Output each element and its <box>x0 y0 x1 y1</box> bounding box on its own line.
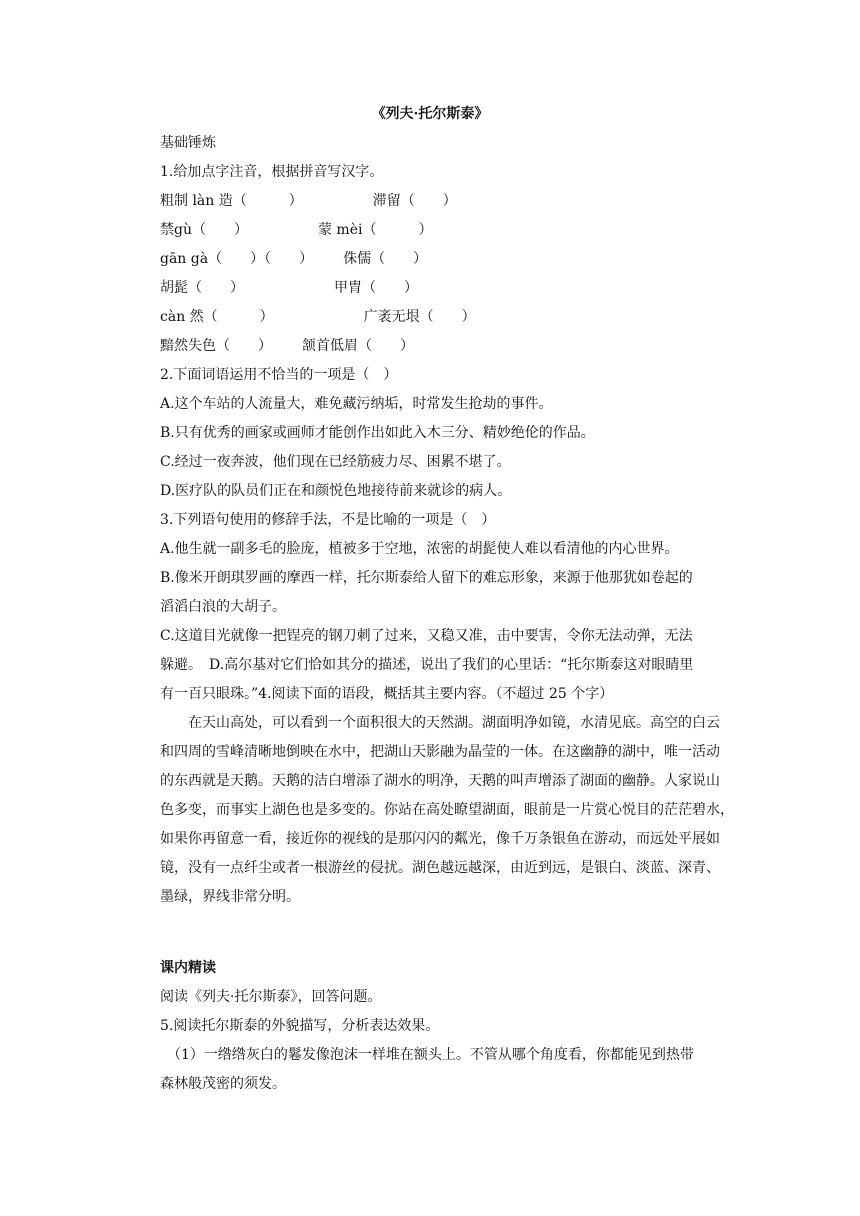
q1-item-huzi: 胡髭（ ） <box>160 280 244 296</box>
question-3-option-b-line-1: B.像米开朗琪罗画的摩西一样，托尔斯泰给人留下的难忘形象，来源于他那犹如卷起的 <box>160 570 693 586</box>
question-1-row-3 <box>160 245 720 274</box>
section-heading-basic: 基础锤炼 <box>160 135 216 151</box>
q1-item-hanshou: 颔首低眉（ ） <box>302 338 414 354</box>
q1-item-zhiliu: 滞留（ ） <box>372 193 457 209</box>
q1-item-anran: 黯然失色（ ） <box>160 338 272 354</box>
section-heading-close-reading: 课内精读 <box>160 960 216 976</box>
passage-line-2: 和四周的雪峰清晰地倒映在水中，把湖山天影融为晶莹的一体。在这幽静的湖中，唯一活动 <box>160 744 720 760</box>
q1-item-jiazhou: 甲胄（ ） <box>334 280 418 296</box>
q1-item-zhuru: 侏儒（ ） <box>343 251 428 267</box>
question-3-option-a: A.他生就一副多毛的脸庞，植被多于空地，浓密的胡髭使人难以看清他的内心世界。 <box>160 541 679 557</box>
passage-line-1: 在天山高处，可以看到一个面积很大的天然湖。湖面明净如镜，水清见底。高空的白云 <box>160 715 720 731</box>
question-3-option-c-line-2: 躲避。 D.高尔基对它们恰如其分的描述，说出了我们的心里话：“托尔斯泰这对眼睛里 <box>160 657 694 673</box>
q1-item-guangmao: 广袤无垠（ ） <box>363 309 476 325</box>
q1-item-jingu: 禁gù（ ） <box>160 222 248 238</box>
passage-line-6: 镜，没有一点纤尘或者一根游丝的侵扰。湖色越远越深，由近到远，是银白、淡蓝、深青、 <box>160 860 720 876</box>
question-1-row-5 <box>160 303 720 332</box>
question-2-option-d: D.医疗队的队员们正在和颜悦色地接待前来就诊的病人。 <box>160 483 512 499</box>
question-5-part-1-line-2: 森林般茂密的须发。 <box>160 1076 286 1092</box>
q1-item-lanzao: 粗制 làn 造（ ） <box>160 193 303 209</box>
question-1-row-2 <box>160 216 720 245</box>
passage-line-3: 的东西就是天鹅。天鹅的洁白增添了湖水的明净，天鹅的叫声增添了湖面的幽静。人家说山 <box>160 773 720 789</box>
page-title: 《列夫·托尔斯泰》 <box>371 106 489 122</box>
question-3-option-c-line-3: 有一百只眼珠。”4.阅读下面的语段，概括其主要内容。（不超过 25 个字） <box>160 686 614 702</box>
q1-item-ganga: gān gà（ ）（ ） <box>160 251 314 267</box>
question-2-option-c: C.经过一夜奔波，他们现在已经筋疲力尽、困累不堪了。 <box>160 454 511 470</box>
question-2-option-b: B.只有优秀的画家或画师才能创作出如此入木三分、精妙绝伦的作品。 <box>160 425 595 441</box>
question-1-row-1 <box>160 187 720 216</box>
question-3-option-c-line-1: C.这道目光就像一把锃亮的钢刀刺了过来，又稳又准，击中要害，令你无法动弹，无法 <box>160 628 693 644</box>
question-2-prompt: 2.下面词语运用不恰当的一项是（ ） <box>160 367 398 383</box>
question-2-option-a: A.这个车站的人流量大，难免藏污纳垢，时常发生抢劫的事件。 <box>160 396 553 412</box>
passage-line-5: 如果你再留意一看，接近你的视线的是那闪闪的粼光，像千万条银鱼在游动，而远处平展如 <box>160 831 720 847</box>
question-3-prompt: 3.下列语句使用的修辞手法，不是比喻的一项是（ ） <box>160 512 496 528</box>
passage-line-7: 墨绿，界线非常分明。 <box>160 889 300 905</box>
question-1-row-4 <box>160 274 720 303</box>
question-5-prompt: 5.阅读托尔斯泰的外貌描写，分析表达效果。 <box>160 1018 440 1034</box>
question-3-option-b-line-2: 滔滔白浪的大胡子。 <box>160 599 286 615</box>
reading-prompt: 阅读《列夫·托尔斯泰》，回答问题。 <box>160 989 382 1005</box>
question-1-row-6 <box>160 332 720 361</box>
passage-line-4: 色多变，而事实上湖色也是多变的。你站在高处瞭望湖面，眼前是一片赏心悦目的茫茫碧水， <box>160 802 734 818</box>
q1-item-mengmei: 蒙 mèi（ ） <box>317 222 433 238</box>
q1-item-canran: càn 然（ ） <box>160 309 274 325</box>
question-1-prompt: 1.给加点字注音，根据拼音写汉字。 <box>160 164 384 180</box>
question-5-part-1-line-1: （1）一绺绺灰白的鬈发像泡沫一样堆在额头上。不管从哪个角度看，你都能见到热带 <box>160 1047 694 1063</box>
